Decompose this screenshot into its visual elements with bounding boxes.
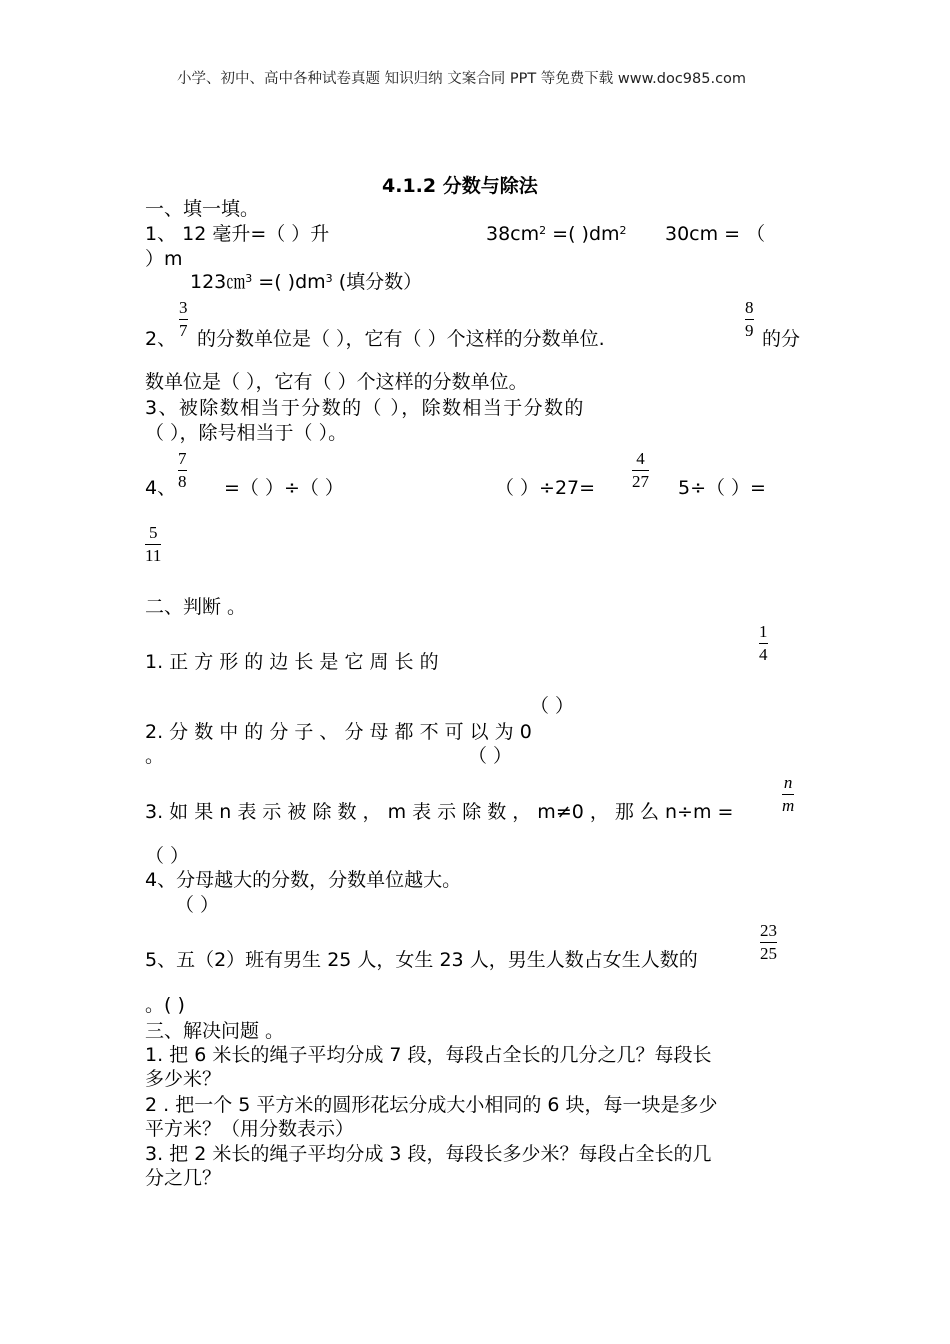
q4-part-3: 5÷（ ）= (678, 477, 766, 499)
denominator: 27 (632, 472, 649, 491)
problem-3-line-1: 3. 把 2 米长的绳子平均分成 3 段，每段长多少米？每段占全长的几 (145, 1143, 712, 1165)
numerator: n (783, 773, 793, 792)
page-header: 小学、初中、高中各种试卷真题 知识归纳 文案合同 PPT 等免费下载 www.doc985.com (177, 71, 747, 87)
q4-prefix: 4、 (145, 477, 177, 499)
q1-part-c-unit: ）m (145, 248, 183, 270)
judge-q5-answer: 。( ) (145, 994, 185, 1016)
judge-q5-fraction (760, 921, 777, 964)
judge-q3: 3. 如 果 n 表 示 被 除 数 ， m 表 示 除 数 ， m≠0 ， 那 么 n÷m = (145, 801, 734, 823)
numerator: 3 (179, 298, 188, 317)
q3-line-2: （ ），除号相当于（ ）。 (145, 422, 348, 444)
denominator: 9 (745, 321, 754, 340)
numerator: 7 (178, 449, 187, 468)
denominator: 7 (179, 321, 188, 340)
denominator: m (782, 796, 795, 815)
judge-q1-answer: （ ） (530, 695, 575, 717)
page-title: 4.1.2 分数与除法 (382, 175, 538, 197)
judge-q1-fraction (759, 622, 768, 665)
judge-q4: 4、分母越大的分数，分数单位越大。 (145, 869, 462, 891)
judge-q2-end: 。 (145, 745, 165, 767)
q2-line-2: 数单位是（ ），它有（ ）个这样的分数单位。 (145, 371, 528, 393)
judge-q3-fraction (782, 773, 794, 816)
denominator: 4 (759, 645, 768, 664)
q3-line-1: 3、被除数相当于分数的（ ），除数相当于分数的 (145, 397, 585, 419)
numerator: 5 (148, 523, 158, 542)
q2-prefix: 2、 (145, 328, 177, 350)
judge-q2: 2. 分 数 中 的 分 子 、 分 母 都 不 可 以 为 0 (145, 721, 532, 743)
q4-fraction-1 (178, 449, 187, 492)
denominator: 25 (760, 944, 777, 963)
problem-3-line-2: 分之几？ (145, 1167, 222, 1189)
q1-part-b: $38cm^2$ =( )$dm^2$ (486, 223, 627, 245)
q4-fraction-2 (632, 449, 649, 492)
problem-2-line-1: 2 . 把一个 5 平方米的圆形花坛分成大小相同的 6 块，每一块是多少 (145, 1094, 718, 1116)
section1-heading: 一、填一填。 (145, 198, 260, 220)
q2-fraction-2 (745, 298, 754, 341)
numerator: 23 (760, 921, 777, 940)
numerator: 8 (745, 298, 754, 317)
problem-1-line-1: 1. 把 6 米长的绳子平均分成 7 段，每段占全长的几分之几？每段长 (145, 1044, 712, 1066)
judge-q3-answer: （ ） (145, 845, 190, 867)
denominator: 11 (145, 546, 162, 565)
q4-part-1: =（ ）÷（ ） (224, 477, 344, 499)
problem-1-line-2: 多少米？ (145, 1068, 222, 1090)
q1-part-d: 123㎝$^3$ =( )$dm^3$ (填分数） (190, 271, 423, 293)
numerator: 4 (636, 449, 645, 468)
q2-fraction-1 (179, 298, 188, 341)
judge-q5: 5、五（2）班有男生 25 人，女生 23 人，男生人数占女生人数的 (145, 949, 698, 971)
judge-q1: 1. 正 方 形 的 边 长 是 它 周 长 的 (145, 651, 439, 673)
section3-heading: 三、解决问题 。 (145, 1020, 285, 1042)
judge-q2-answer: （ ） (468, 745, 513, 767)
numerator: 1 (759, 622, 768, 641)
q1-part-c: 30cm = （ (665, 223, 766, 245)
judge-q4-answer: （ ） (175, 894, 220, 916)
section2-heading: 二、判断 。 (145, 596, 247, 618)
denominator: 8 (178, 472, 187, 491)
q4-fraction-3 (145, 523, 161, 566)
q2-suffix: 的分 (762, 328, 801, 350)
q2-middle-text: 的分数单位是（ ），它有（ ）个这样的分数单位. (197, 328, 605, 350)
problem-2-line-2: 平方米？（用分数表示） (145, 1118, 355, 1140)
q1-part-a: 1、 12 毫升=（ ）升 (145, 223, 330, 245)
q4-part-2: （ ）÷27= (495, 477, 596, 499)
